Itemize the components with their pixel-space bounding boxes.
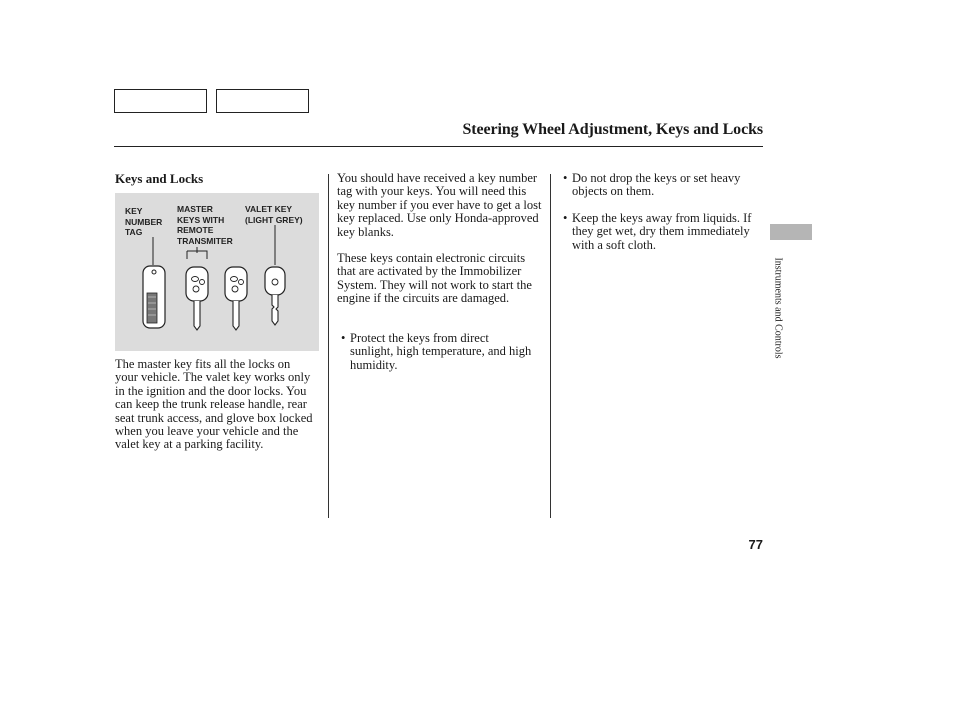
bullet-text: Do not drop the keys or set heavy objects on them. bbox=[572, 171, 741, 199]
valet-key-icon bbox=[265, 267, 285, 325]
column2-paragraph-2: These keys contain electronic circuits that are activated by the Immobilizer System. They will not work to start the engine if the circuits are damaged. bbox=[337, 251, 532, 306]
label-master-keys: MASTER KEYS WITH REMOTE TRANSMITER bbox=[177, 204, 233, 246]
bullet-dot: • bbox=[341, 331, 346, 345]
column3-bullet-1 bbox=[563, 171, 762, 199]
column2-paragraph-1: You should have received a key number tag with your keys. You will need this key number if you ever have to get a lost key replaced. Use only Honda-approved key blanks. bbox=[337, 171, 542, 239]
nav-box-previous[interactable] bbox=[114, 89, 207, 113]
section-heading: Keys and Locks bbox=[115, 171, 204, 186]
keys-illustration bbox=[115, 193, 319, 351]
bullet-dot: • bbox=[563, 171, 568, 185]
bullet-text: Protect the keys from direct sunlight, high temperature, and high humidity. bbox=[350, 331, 532, 372]
leader-line-master bbox=[187, 247, 207, 259]
column2-bullet-1 bbox=[341, 331, 535, 372]
nav-box-next[interactable] bbox=[216, 89, 309, 113]
column-divider-2 bbox=[550, 174, 551, 518]
keys-figure bbox=[115, 193, 319, 351]
bullet-text: Keep the keys away from liquids. If they get wet, dry them immediately with a soft cloth. bbox=[572, 211, 752, 252]
section-side-label: Instruments and Controls bbox=[772, 257, 784, 359]
master-key-icon-2 bbox=[225, 267, 247, 330]
section-side-tab[interactable] bbox=[770, 224, 812, 240]
label-valet-key: VALET KEY (LIGHT GREY) bbox=[245, 204, 303, 225]
title-rule bbox=[114, 146, 763, 147]
master-key-icon-1 bbox=[186, 267, 208, 330]
column3-bullet-2 bbox=[563, 211, 760, 252]
bullet-dot: • bbox=[563, 211, 568, 225]
page-title: Steering Wheel Adjustment, Keys and Locks bbox=[462, 121, 763, 138]
key-number-tag-icon bbox=[143, 266, 165, 328]
page-number: 77 bbox=[748, 537, 763, 552]
label-key-number-tag: KEY NUMBER TAG bbox=[125, 206, 163, 237]
column-divider-1 bbox=[328, 174, 329, 518]
column1-paragraph: The master key fits all the locks on your vehicle. The valet key works only in the ignition and the door locks. You can keep the trunk release handle, rear seat trunk access, and glove box locked when you leave your vehicle and the valet key at a parking facility. bbox=[115, 357, 313, 452]
